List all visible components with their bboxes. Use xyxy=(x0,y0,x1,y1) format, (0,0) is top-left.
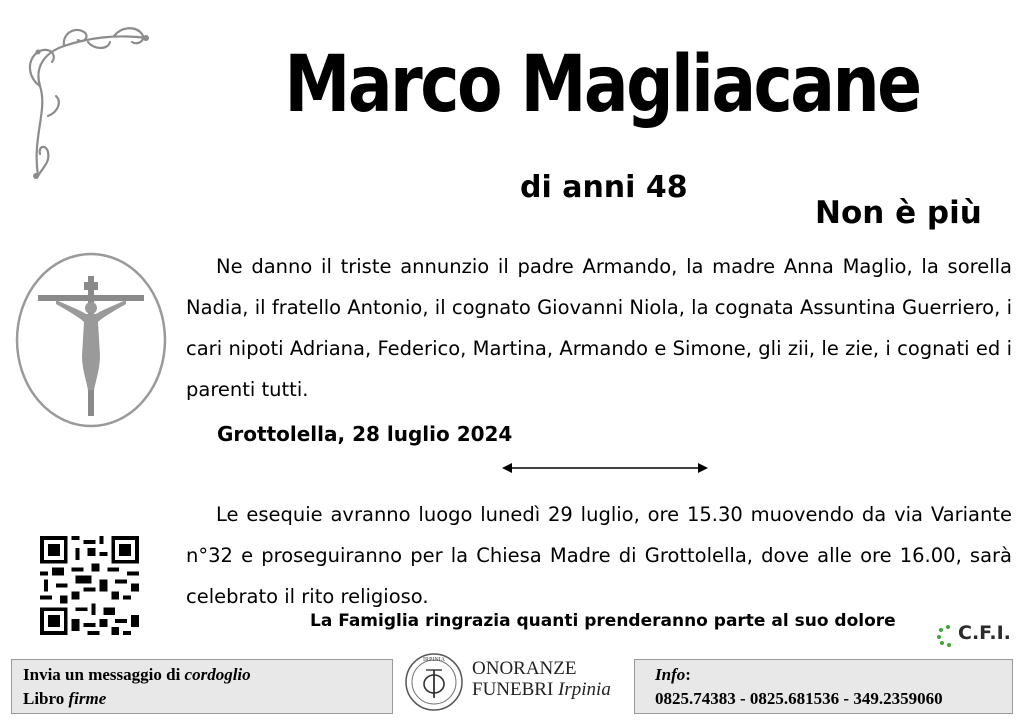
onoranze-brand xyxy=(472,658,611,700)
brand-line2: FUNEBRI Irpinia xyxy=(472,679,611,700)
info-box xyxy=(634,659,1013,714)
cfi-dots-icon xyxy=(936,624,960,648)
announcement-body: Ne danno il triste annunzio il padre Armando, la madre Anna Maglio, la sorella Nadia, il fratello Antonio, il cognato Giovanni Niola, la cognata Assuntina Guerriero, i cari nipoti Adriana, Federico, Martina, Armando e Simone, gli zii, le zie, i cognati ed i parenti tutti. xyxy=(186,255,1012,401)
age-line: di anni 48 xyxy=(520,170,688,205)
funeral-text xyxy=(186,494,1012,617)
info-phones[interactable]: 0825.74383 - 0825.681536 - 349.2359060 xyxy=(655,689,943,708)
info-label: Info: xyxy=(655,665,691,684)
place-date: Grottolella, 28 luglio 2024 xyxy=(217,422,513,446)
send-condolence-link[interactable]: Invia un messaggio di cordoglio xyxy=(23,665,251,684)
brand-line1: ONORANZE xyxy=(472,658,577,679)
funeral-body: Le esequie avranno luogo lunedì 29 luglio, ore 15.30 muovendo da via Variante n°32 e proseguiranno per la Chiesa Madre di Grottolella, dove alle ore 16.00, sarà celebrato il rito religioso. xyxy=(186,503,1012,608)
condolence-box[interactable] xyxy=(11,659,393,714)
onoranze-logo-icon xyxy=(404,650,464,714)
logo-ring-text: IRPINIA xyxy=(423,657,445,663)
guestbook-link[interactable]: Libro firme xyxy=(23,689,107,708)
cfi-logo xyxy=(936,618,1018,654)
family-thanks: La Famiglia ringrazia quanti prenderanno parte al suo dolore xyxy=(310,611,896,631)
double-arrow-icon xyxy=(500,460,710,476)
crucifix-icon xyxy=(14,250,170,430)
announcement-text xyxy=(186,246,1012,410)
deceased-name: Marco Magliacane xyxy=(284,40,920,130)
cfi-label: C.F.I. xyxy=(958,622,1011,644)
non-e-piu-heading: Non è più xyxy=(815,195,982,231)
qr-code-icon[interactable] xyxy=(40,536,139,635)
